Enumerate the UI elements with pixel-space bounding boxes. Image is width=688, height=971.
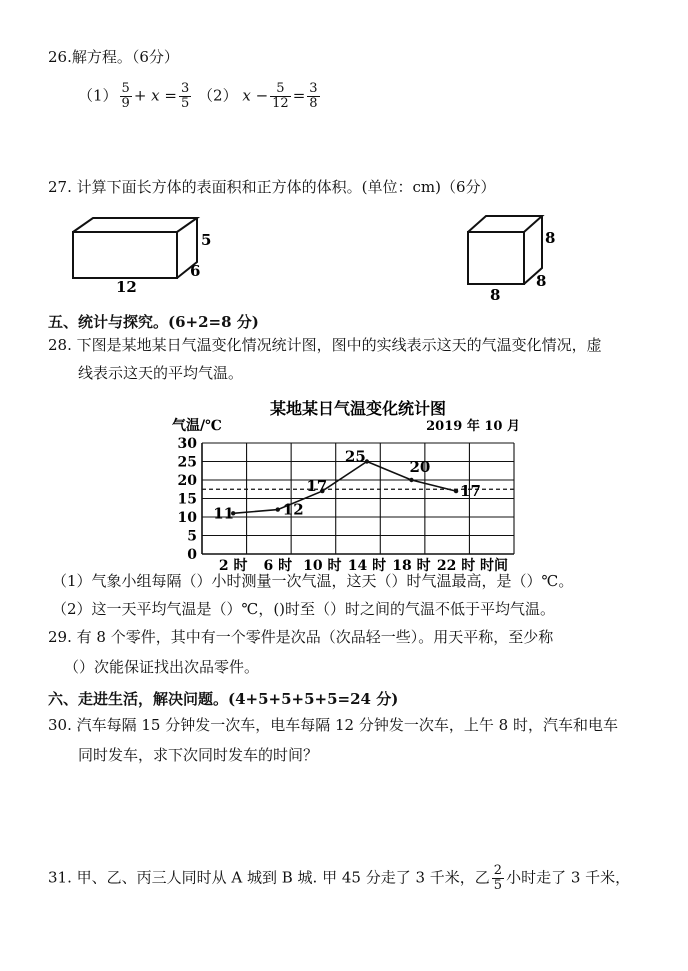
cuboid-figure [60,210,230,295]
q28-sub2: （2）这一天平均气温是（）℃，()时至（）时之间的气温不低于平均气温。 [52,600,556,618]
q29-line1: 29. 有 8 个零件，其中有一个零件是次品（次品轻一些）。用天平称，至少称 [48,628,554,646]
y-tick-label: 25 [177,454,197,471]
q30-line1: 30. 汽车每隔 15 分钟发一次车，电车每隔 12 分钟发一次车，上午 8 时，汽车和电车 [48,716,618,734]
q26-equations [78,82,322,111]
cuboid-length-label: 12 [116,278,137,295]
x-tick-label: 6 时 [263,558,293,574]
chart-y-ticks [178,436,198,563]
x-tick-label: 2 时 [218,558,248,574]
x-tick-label: 18 时 [392,558,431,574]
q31-line [48,864,630,893]
eq2-label: （2） [198,86,238,105]
eq1-fraction-2: $\frac{3}{5}$ [180,81,190,111]
chart-ylabel: 气温/℃ [172,418,222,434]
cuboid-front-face [73,232,177,278]
data-point [454,489,458,493]
data-label: 17 [306,477,328,496]
data-label: 12 [282,500,304,519]
y-tick-label: 30 [177,436,197,452]
q31-fraction: $\frac{2}{5}$ [493,863,503,893]
eq2-fraction-2: $\frac{3}{8}$ [309,81,318,111]
q28-line1: 28. 下图是某地某日气温变化情况统计图，图中的实线表示这天的气温变化情况，虚 [48,336,602,354]
q28-line2: 线表示这天的平均气温。 [78,364,244,382]
eq1-fraction-1: $\frac{5}{9}$ [121,81,130,111]
cube-edge-bottom-right-label: 8 [536,272,547,290]
cube-edge-bottom-label: 8 [490,286,501,304]
q26-title: 26.解方程。（6分） [48,48,179,66]
y-tick-label: 5 [187,528,197,545]
y-tick-label: 0 [187,547,197,563]
x-tick-label: 22 时 [436,558,476,574]
x-tick-label: 10 时 [303,558,342,574]
q29-line2: （）次能保证找出次品零件。 [64,658,260,676]
data-label: 25 [344,447,366,466]
y-tick-label: 15 [177,491,197,508]
section6-title: 六、走进生活，解决问题。(4+5+5+5+5=24 分) [48,690,399,708]
q31-part2: 小时走了 3 千米， [506,868,631,887]
cuboid-width-label: 6 [190,262,201,280]
q31-part1: 31. 甲、乙、丙三人同时从 A 城到 B 城. 甲 45 分走了 3 千米，乙 [48,868,490,887]
cube-front-face [468,232,524,284]
data-label: 20 [409,458,431,476]
cuboid-top-face [73,218,197,232]
q27-title: 27. 计算下面长方体的表面积和正方体的体积。(单位：cm)（6分） [48,178,496,196]
chart-date-label: 2019 年 10 月 [426,419,520,434]
eq1-middle: + x = [133,86,177,105]
chart-xlabel: 时间 [480,558,509,574]
eq2-middle: = [292,86,306,105]
data-point [409,478,413,482]
chart-title: 某地某日气温变化统计图 [269,399,447,418]
q28-sub1: （1）气象小组每隔（）小时测量一次气温，这天（）时气温最高，是（）℃。 [52,572,574,590]
q30-line2: 同时发车，求下次同时发车的时间？ [78,746,319,764]
eq2-var: x − [242,86,269,105]
data-point [276,507,280,511]
cube-edge-right-label: 8 [545,229,556,247]
section5-title: 五、统计与探究。(6+2=8 分) [48,313,259,331]
eq1-label: （1） [78,86,118,105]
data-label: 17 [460,482,481,501]
cube-figure [460,210,560,306]
x-tick-label: 14 时 [347,558,387,574]
y-tick-label: 20 [177,473,197,489]
cube-top-face [468,216,542,232]
temperature-chart [170,396,550,574]
data-label: 11 [213,504,235,523]
y-tick-label: 10 [177,510,197,526]
eq2-fraction-1: $\frac{5}{12}$ [272,81,289,111]
cuboid-height-label: 5 [201,231,212,249]
